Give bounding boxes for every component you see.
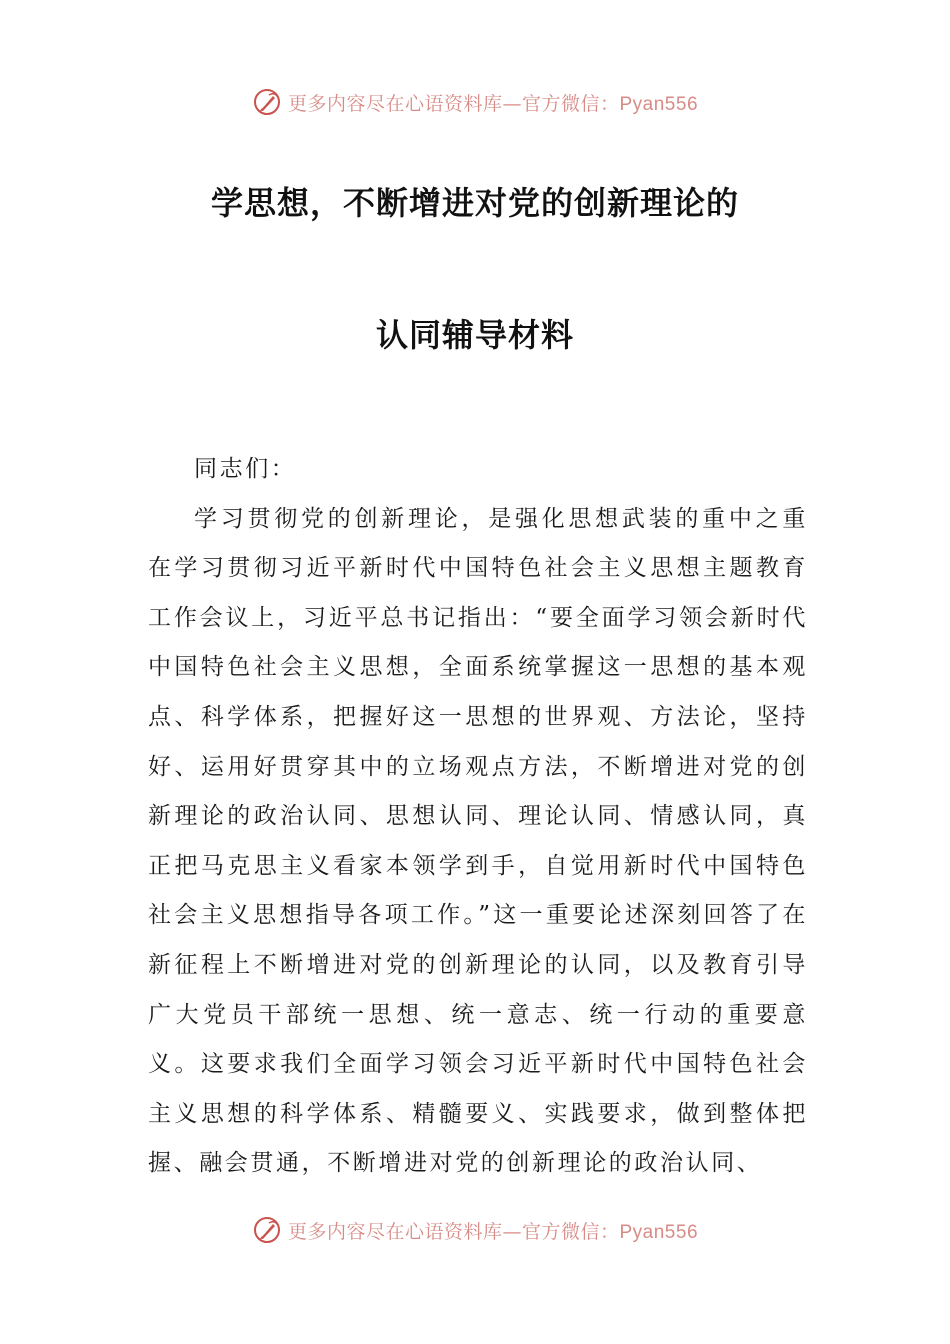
document-body bbox=[148, 445, 808, 1189]
watermark-account: Pyan556 bbox=[619, 93, 699, 115]
watermark-footer bbox=[0, 1210, 950, 1250]
watermark-text: 更多内容尽在心语资料库—官方微信：Pyan556 bbox=[287, 1220, 699, 1243]
salutation: 同志们： bbox=[194, 456, 297, 482]
watermark-text: 更多内容尽在心语资料库—官方微信：Pyan556 bbox=[287, 92, 699, 115]
watermark-account: Pyan556 bbox=[619, 1221, 699, 1243]
document-title-line-1: 学思想，不断增进对党的创新理论的 bbox=[210, 184, 739, 222]
body-paragraph: 学习贯彻党的创新理论，是强化思想武装的重中之重在学习贯彻习近平新时代中国特色社会主义思想主题教育工作会议上，习近平总书记指出：“要全面学习领会新时代中国特色社会主义思想，全面系统掌握这一思想的基本观点、科学体系，把握好这一思想的世界观、方法论，坚持好、运用好贯穿其中的立场观点方法，不断增进对党的创新理论的政治认同、思想认同、理论认同、情感认同，真正把马克思主义看家本领学到手，自觉用新时代中国特色社会主义思想指导各项工作。”这一重要论述深刻回答了在新征程上不断增进对党的创新理论的认同，以及教育引导广大党员干部统一思想、统一意志、统一行动的重要意义。这要求我们全面学习领会习近平新时代中国特色社会主义思想的科学体系、精髓要义、实践要求，做到整体把握、融会贯通，不断增进对党的创新理论的政治认同、 bbox=[148, 505, 808, 1177]
quill-pen-icon bbox=[252, 1215, 282, 1245]
document-title-line-2: 认同辅导材料 bbox=[375, 316, 574, 354]
quill-pen-icon bbox=[252, 87, 282, 117]
watermark-header bbox=[0, 82, 950, 122]
